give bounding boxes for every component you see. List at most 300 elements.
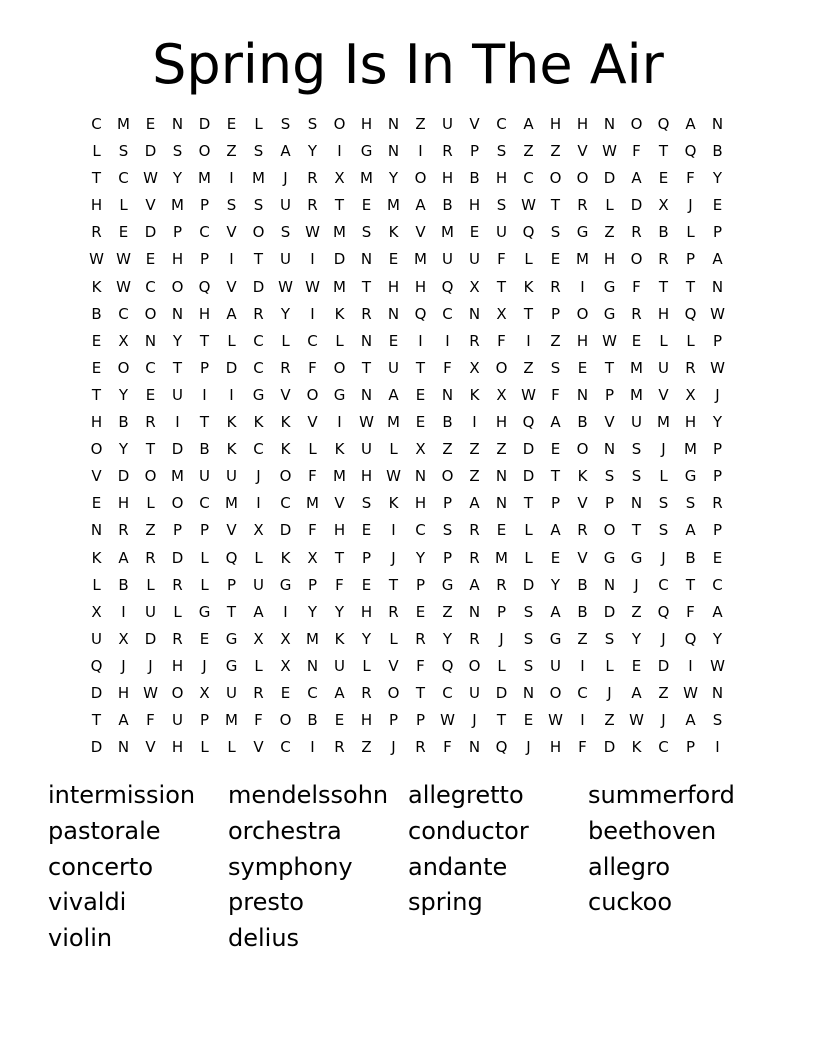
grid-cell: N [603, 440, 616, 459]
grid-cell: P [442, 494, 453, 513]
word-list-item: orchestra [228, 816, 342, 845]
grid-cell: T [145, 440, 156, 459]
grid-cell: K [334, 440, 345, 459]
grid-cell: E [91, 358, 102, 377]
grid-row [83, 490, 731, 517]
grid-row [83, 274, 731, 301]
grid-cell: Z [658, 683, 669, 702]
grid-cell: D [171, 548, 184, 567]
grid-cell: J [283, 169, 288, 188]
grid-cell: W [683, 683, 698, 702]
grid-cell: Z [415, 115, 426, 133]
grid-cell: V [280, 385, 291, 404]
grid-cell: E [226, 115, 237, 133]
grid-cell: N [576, 385, 589, 404]
grid-cell: T [523, 494, 534, 513]
grid-cell: X [415, 440, 426, 459]
grid-cell: J [661, 629, 666, 648]
word-list-item: conductor [408, 816, 529, 845]
grid-cell: U [442, 115, 453, 133]
grid-cell: Y [118, 440, 129, 459]
grid-cell: P [712, 521, 723, 540]
grid-cell: A [415, 196, 426, 215]
grid-cell: O [117, 358, 130, 377]
grid-cell: G [576, 223, 589, 242]
grid-cell: N [495, 494, 508, 513]
grid-cell: C [712, 575, 723, 594]
grid-cell: C [658, 738, 669, 757]
grid-cell: L [389, 440, 398, 459]
word-list-item: delius [228, 924, 300, 953]
grid-cell: R [361, 304, 372, 323]
grid-cell: B [658, 223, 669, 242]
grid-cell: S [658, 494, 669, 513]
grid-cell: I [688, 656, 693, 675]
grid-cell: U [199, 467, 210, 486]
grid-cell: N [171, 115, 184, 133]
grid-cell: A [469, 575, 480, 594]
grid-cell: W [710, 656, 725, 675]
grid-cell: S [253, 142, 264, 161]
grid-cell: V [415, 223, 426, 242]
grid-cell: C [415, 521, 426, 540]
word-list-item: intermission [48, 781, 196, 809]
grid-cell: R [685, 358, 696, 377]
grid-cell: U [226, 683, 237, 702]
grid-cell: Y [307, 602, 318, 621]
grid-cell: L [254, 548, 263, 567]
grid-cell: M [225, 494, 238, 513]
grid-cell: K [577, 467, 588, 486]
grid-cell: S [361, 223, 372, 242]
grid-cell: V [307, 413, 318, 432]
grid-cell: X [658, 196, 669, 215]
grid-cell: O [495, 358, 508, 377]
grid-cell: U [469, 683, 480, 702]
grid-row [83, 572, 731, 599]
grid-cell: E [712, 548, 723, 567]
grid-cell: Y [172, 331, 183, 350]
grid-cell: Q [684, 142, 697, 161]
grid-cell: W [521, 196, 536, 215]
grid-cell: K [280, 440, 291, 459]
grid-cell: V [91, 467, 102, 486]
grid-cell: E [523, 711, 534, 730]
grid-cell: T [604, 358, 615, 377]
grid-row [83, 192, 731, 219]
grid-cell: W [305, 223, 320, 242]
grid-cell: D [522, 440, 535, 459]
grid-cell: O [630, 250, 643, 269]
grid-cell: E [469, 223, 480, 242]
grid-cell: F [308, 467, 317, 486]
grid-cell: H [90, 196, 103, 215]
grid-cell: A [631, 683, 642, 702]
grid-cell: R [469, 629, 480, 648]
grid-cell: R [577, 196, 588, 215]
grid-cell: U [145, 602, 156, 621]
grid-cell: X [307, 548, 318, 567]
grid-cell: H [657, 304, 670, 323]
grid-cell: S [685, 494, 696, 513]
grid-cell: J [121, 656, 126, 675]
grid-cell: H [360, 711, 373, 730]
grid-cell: C [118, 169, 129, 188]
grid-cell: P [199, 250, 210, 269]
grid-row [83, 382, 731, 409]
grid-cell: M [414, 250, 427, 269]
grid-cell: Y [280, 304, 291, 323]
grid-cell: D [252, 277, 265, 296]
grid-cell: K [280, 548, 291, 567]
grid-cell: T [91, 385, 102, 404]
grid-cell: T [199, 331, 210, 350]
grid-cell: U [658, 358, 669, 377]
grid-cell: R [334, 738, 345, 757]
grid-cell: F [551, 385, 560, 404]
grid-cell: L [659, 331, 668, 350]
grid-cell: F [308, 521, 317, 540]
grid-cell: E [550, 548, 561, 567]
grid-cell: A [685, 711, 696, 730]
grid-cell: H [171, 250, 184, 269]
grid-cell: A [253, 602, 264, 621]
grid-cell: R [388, 602, 399, 621]
grid-cell: V [577, 548, 588, 567]
grid-cell: E [361, 196, 372, 215]
grid-cell: J [634, 575, 639, 594]
grid-cell: V [145, 738, 156, 757]
grid-cell: E [496, 521, 507, 540]
grid-cell: F [686, 169, 695, 188]
grid-cell: R [172, 575, 183, 594]
grid-cell: O [279, 711, 292, 730]
word-list-item: cuckoo [588, 888, 673, 917]
grid-cell: U [631, 413, 642, 432]
grid-cell: H [333, 521, 346, 540]
grid-cell: T [361, 277, 372, 296]
grid-cell: N [711, 683, 724, 702]
grid-cell: E [334, 711, 345, 730]
grid-cell: T [253, 250, 264, 269]
grid-cell: Q [414, 304, 427, 323]
grid-cell: Y [712, 169, 723, 188]
grid-cell: F [632, 277, 641, 296]
grid-cell: J [202, 656, 207, 675]
grid-cell: Y [334, 602, 345, 621]
grid-cell: T [199, 413, 210, 432]
grid-cell: W [359, 413, 374, 432]
word-list-item: summerford [588, 781, 735, 809]
grid-cell: R [550, 277, 561, 296]
grid-cell: O [171, 683, 184, 702]
grid-cell: B [685, 548, 696, 567]
grid-cell: P [685, 738, 696, 757]
grid-cell: S [307, 115, 318, 133]
grid-cell: O [198, 142, 211, 161]
grid-cell: L [200, 738, 209, 757]
grid-cell: Z [226, 142, 237, 161]
grid-cell: H [117, 683, 130, 702]
grid-cell: P [712, 331, 723, 350]
grid-cell: H [468, 196, 481, 215]
grid-row [83, 734, 731, 761]
grid-cell: R [253, 683, 264, 702]
grid-cell: W [602, 142, 617, 161]
grid-cell: K [631, 738, 642, 757]
grid-cell: R [307, 196, 318, 215]
grid-cell: X [253, 629, 264, 648]
grid-cell: S [658, 521, 669, 540]
grid-cell: R [172, 629, 183, 648]
grid-cell: P [415, 575, 426, 594]
grid-cell: D [522, 467, 535, 486]
grid-cell: L [605, 656, 614, 675]
grid-cell: L [200, 575, 209, 594]
grid-cell: D [333, 250, 346, 269]
grid-cell: S [604, 629, 615, 648]
grid-cell: S [523, 629, 534, 648]
grid-row [83, 599, 731, 626]
grid-cell: A [226, 304, 237, 323]
grid-cell: O [468, 656, 481, 675]
grid-cell: N [387, 115, 400, 133]
grid-cell: Q [657, 115, 670, 133]
grid-cell: A [685, 115, 696, 133]
grid-cell: X [469, 358, 480, 377]
grid-cell: Y [631, 629, 642, 648]
grid-cell: S [631, 467, 642, 486]
grid-cell: V [577, 494, 588, 513]
grid-cell: T [91, 169, 102, 188]
grid-cell: L [173, 602, 182, 621]
grid-cell: P [712, 440, 723, 459]
grid-cell: D [495, 683, 508, 702]
grid-cell: E [388, 250, 399, 269]
grid-cell: T [631, 521, 642, 540]
grid-cell: C [118, 304, 129, 323]
grid-cell: H [549, 115, 562, 133]
grid-cell: G [603, 548, 616, 567]
grid-cell: Y [307, 142, 318, 161]
grid-cell: I [310, 250, 315, 269]
grid-cell: M [495, 548, 508, 567]
grid-cell: L [200, 548, 209, 567]
grid-cell: U [361, 440, 372, 459]
grid-cell: L [362, 656, 371, 675]
grid-cell: M [252, 169, 265, 188]
grid-row [83, 463, 731, 490]
grid-cell: R [496, 575, 507, 594]
grid-cell: Q [684, 304, 697, 323]
grid-cell: X [469, 277, 480, 296]
grid-cell: L [146, 575, 155, 594]
grid-cell: W [710, 304, 725, 323]
grid-cell: H [495, 413, 508, 432]
grid-cell: M [333, 467, 346, 486]
grid-cell: L [227, 331, 236, 350]
grid-cell: B [199, 440, 210, 459]
grid-cell: Q [657, 602, 670, 621]
grid-cell: U [280, 196, 291, 215]
grid-cell: C [145, 358, 156, 377]
grid-cell: Z [604, 223, 615, 242]
grid-cell: I [229, 385, 234, 404]
grid-cell: R [631, 304, 642, 323]
grid-cell: L [389, 629, 398, 648]
grid-row [83, 165, 731, 192]
grid-cell: R [415, 738, 426, 757]
grid-cell: J [391, 738, 396, 757]
grid-cell: L [308, 440, 317, 459]
grid-cell: V [226, 277, 237, 296]
grid-cell: H [441, 169, 454, 188]
grid-cell: E [631, 331, 642, 350]
grid-cell: Y [172, 169, 183, 188]
grid-cell: K [334, 304, 345, 323]
grid-cell: E [550, 250, 561, 269]
grid-cell: T [388, 575, 399, 594]
grid-row [83, 246, 731, 273]
grid-cell: A [550, 413, 561, 432]
grid-cell: N [117, 738, 130, 757]
grid-cell: D [117, 467, 130, 486]
grid-cell: O [576, 440, 589, 459]
grid-row [83, 517, 731, 544]
grid-cell: Q [225, 548, 238, 567]
grid-cell: B [91, 304, 102, 323]
grid-cell: L [254, 115, 263, 133]
grid-cell: N [414, 467, 427, 486]
grid-cell: W [548, 711, 563, 730]
grid-cell: R [415, 629, 426, 648]
grid-cell: Z [577, 629, 588, 648]
grid-cell: O [90, 440, 103, 459]
grid-cell: R [712, 494, 723, 513]
grid-cell: H [90, 413, 103, 432]
grid-cell: W [440, 711, 455, 730]
grid-cell: A [712, 602, 723, 621]
grid-cell: K [253, 413, 264, 432]
grid-cell: C [145, 277, 156, 296]
grid-cell: I [472, 413, 477, 432]
grid-cell: T [496, 277, 507, 296]
word-list [48, 778, 788, 957]
grid-cell: I [715, 738, 720, 757]
letter-grid [83, 111, 731, 761]
grid-cell: L [281, 331, 290, 350]
grid-cell: H [576, 331, 589, 350]
grid-cell: P [199, 711, 210, 730]
grid-cell: W [710, 358, 725, 377]
grid-cell: Y [415, 548, 426, 567]
grid-cell: O [387, 683, 400, 702]
grid-cell: S [280, 115, 291, 133]
grid-cell: H [603, 250, 616, 269]
grid-cell: X [118, 331, 129, 350]
grid-cell: Y [118, 385, 129, 404]
grid-cell: D [90, 738, 103, 757]
grid-cell: S [280, 223, 291, 242]
grid-cell: T [91, 711, 102, 730]
grid-cell: T [334, 196, 345, 215]
grid-cell: B [577, 413, 588, 432]
grid-cell: J [499, 629, 504, 648]
grid-cell: A [631, 169, 642, 188]
grid-cell: T [685, 575, 696, 594]
grid-cell: N [522, 683, 535, 702]
word-list-item: symphony [228, 852, 353, 881]
grid-cell: H [684, 413, 697, 432]
grid-cell: M [225, 711, 238, 730]
grid-cell: J [661, 548, 666, 567]
word-list-item: presto [228, 888, 304, 917]
grid-cell: C [442, 683, 453, 702]
grid-cell: Z [442, 602, 453, 621]
grid-cell: M [306, 629, 319, 648]
grid-cell: S [361, 494, 372, 513]
grid-cell: U [226, 467, 237, 486]
grid-cell: D [630, 196, 643, 215]
grid-cell: U [91, 629, 102, 648]
grid-cell: V [226, 223, 237, 242]
grid-cell: M [657, 413, 670, 432]
grid-cell: E [145, 115, 156, 133]
grid-cell: M [171, 467, 184, 486]
grid-cell: I [418, 142, 423, 161]
grid-cell: P [172, 521, 183, 540]
grid-cell: C [253, 358, 264, 377]
grid-cell: J [715, 385, 720, 404]
grid-cell: P [604, 494, 615, 513]
grid-cell: H [549, 738, 562, 757]
grid-cell: N [468, 304, 481, 323]
grid-cell: N [603, 575, 616, 594]
grid-cell: R [631, 223, 642, 242]
grid-cell: C [523, 169, 534, 188]
grid-cell: O [549, 683, 562, 702]
grid-cell: V [145, 196, 156, 215]
grid-cell: P [550, 304, 561, 323]
grid-cell: T [172, 358, 183, 377]
grid-cell: E [145, 385, 156, 404]
grid-row [83, 626, 731, 653]
grid-cell: S [496, 142, 507, 161]
grid-cell: Q [198, 277, 211, 296]
grid-cell: H [117, 494, 130, 513]
grid-cell: O [144, 467, 157, 486]
grid-cell: M [630, 385, 643, 404]
grid-cell: T [658, 142, 669, 161]
grid-cell: U [469, 250, 480, 269]
grid-cell: O [306, 385, 319, 404]
grid-cell: F [308, 358, 317, 377]
grid-cell: D [144, 142, 157, 161]
grid-cell: R [280, 358, 291, 377]
grid-cell: E [91, 494, 102, 513]
grid-cell: M [333, 277, 346, 296]
grid-cell: P [496, 602, 507, 621]
grid-cell: F [497, 250, 506, 269]
grid-cell: S [172, 142, 183, 161]
grid-cell: R [145, 548, 156, 567]
grid-cell: L [524, 250, 533, 269]
grid-cell: G [603, 304, 616, 323]
grid-cell: T [658, 277, 669, 296]
grid-cell: D [657, 656, 670, 675]
grid-cell: Z [145, 521, 156, 540]
grid-cell: G [441, 575, 454, 594]
